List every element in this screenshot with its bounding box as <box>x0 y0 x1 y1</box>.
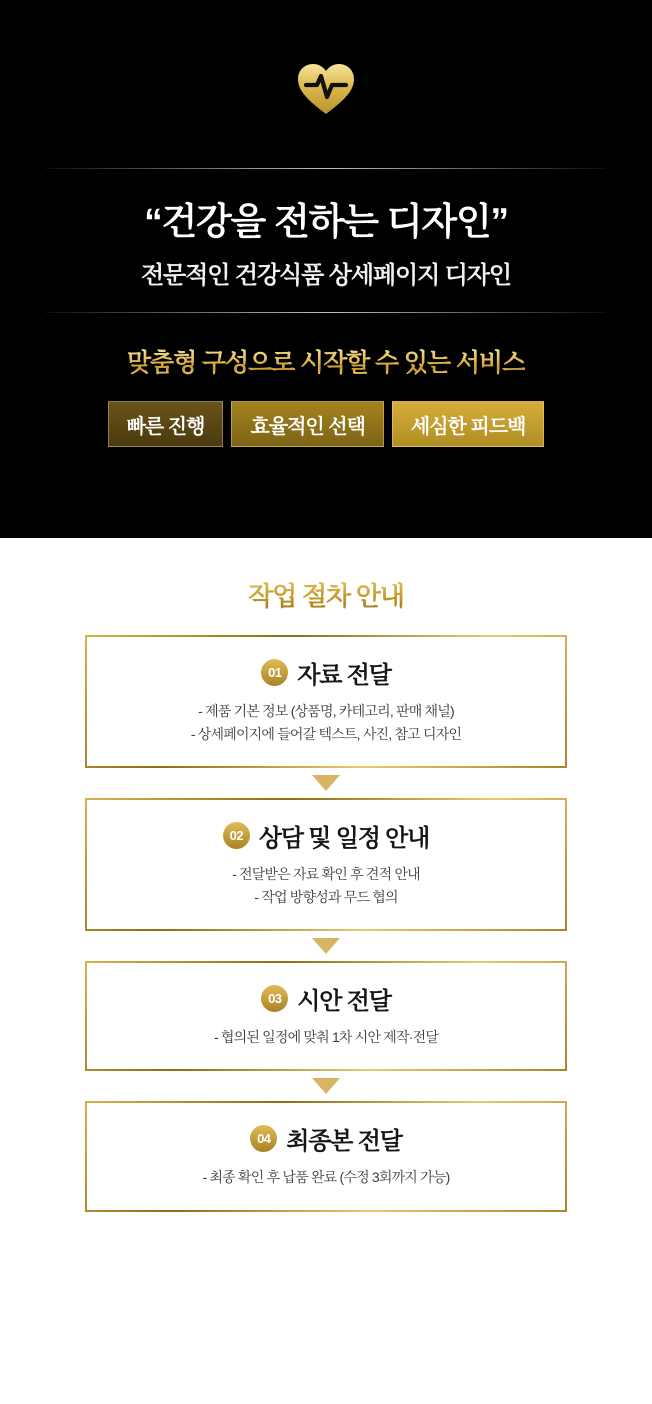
step-number-badge: 01 <box>261 659 288 686</box>
step-detail-line: - 전달받은 자료 확인 후 견적 안내 <box>232 866 420 883</box>
feature-chip-fast: 빠른 진행 <box>108 401 224 447</box>
step-number-badge: 04 <box>250 1125 277 1152</box>
feature-chip-efficient: 효율적인 선택 <box>231 401 383 447</box>
step-number-badge: 02 <box>223 822 250 849</box>
arrow-down-icon <box>312 938 340 954</box>
step-description <box>107 1166 545 1189</box>
process-step-card <box>85 1101 567 1211</box>
step-header <box>107 818 545 853</box>
step-header <box>107 1121 545 1156</box>
step-arrow <box>85 1071 567 1101</box>
step-title: 시안 전달 <box>297 988 391 1016</box>
step-detail-line: - 협의된 일정에 맞춰 1차 시안 제작·전달 <box>213 1029 439 1046</box>
step-description <box>107 1026 545 1049</box>
step-header <box>107 981 545 1016</box>
process-step-card <box>85 961 567 1071</box>
step-detail-line: - 작업 방향성과 무드 협의 <box>254 889 398 906</box>
hero-section <box>0 0 652 538</box>
process-section <box>0 538 652 1404</box>
step-title: 자료 전달 <box>297 662 391 689</box>
divider-top <box>46 168 606 169</box>
feature-chip-feedback: 세심한 피드백 <box>392 401 544 447</box>
arrow-down-icon <box>312 1078 340 1094</box>
step-header <box>107 655 545 690</box>
divider-bottom <box>46 312 606 313</box>
process-title: 작업 절차 안내 <box>248 576 404 613</box>
step-detail-line: - 제품 기본 정보 (상품명, 카테고리, 판매 채널) <box>198 703 454 719</box>
process-step-card <box>85 798 567 931</box>
step-arrow <box>85 768 567 798</box>
process-step-card <box>85 635 567 768</box>
step-number-badge: 03 <box>261 985 288 1012</box>
hero-subtitle: 전문적인 건강식품 상세페이지 디자인 <box>140 262 512 289</box>
step-description <box>107 700 545 746</box>
step-detail-line: - 최종 확인 후 납품 완료 (수정 3회까지 가능) <box>202 1169 450 1186</box>
step-title: 최종본 전달 <box>286 1128 402 1156</box>
step-title: 상담 및 일정 안내 <box>258 825 430 853</box>
hero-title: “건강을 전하는 디자인” <box>144 201 508 242</box>
hero-gold-line: 맞춤형 구성으로 시작할 수 있는 서비스 <box>127 343 525 379</box>
feature-chip-group <box>108 401 545 447</box>
step-description <box>107 863 545 909</box>
step-arrow <box>85 931 567 961</box>
step-detail-line: - 상세페이지에 들어갈 텍스트, 사진, 참고 디자인 <box>190 726 462 743</box>
process-step-list <box>85 635 567 1212</box>
arrow-down-icon <box>312 775 340 791</box>
heart-pulse-icon <box>290 52 362 124</box>
